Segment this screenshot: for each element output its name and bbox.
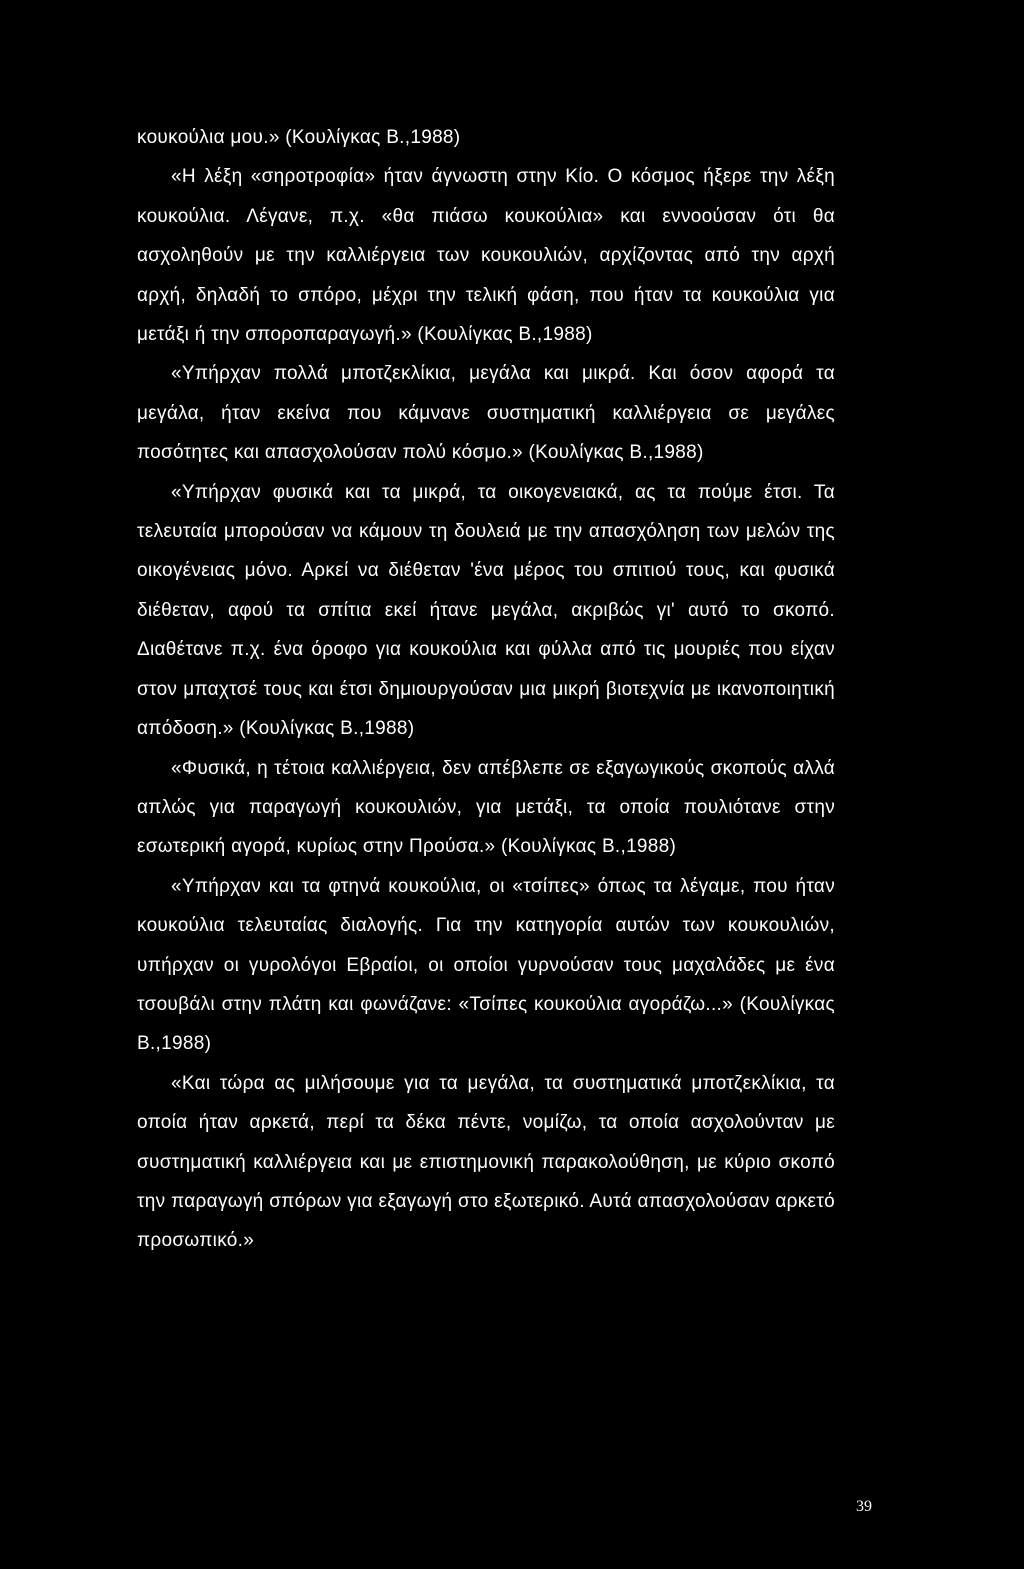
paragraph-continuation: κουκούλια μου.» (Κουλίγκας Β.,1988): [137, 127, 461, 148]
paragraph-quote: «Υπήρχαν και τα φτηνά κουκούλια, οι «τσίπες» όπως τα λέγαμε, που ήταν κουκούλια τελευταίας διαλογής. Για την κατηγορία αυτών των κουκουλιών, υπήρχαν οι γυρολόγοι Εβραίοι, οι οποίοι γυρνούσαν τους μαχαλάδες με ένα τσουβάλι στην πλάτη και φωνάζανε: «Τσίπες κουκούλια αγοράζω...» (Κουλίγκας Β.,1988): [137, 875, 835, 1055]
paragraph-quote: «Και τώρα ας μιλήσουμε για τα μεγάλα, τα συστηματικά μποτζεκλίκια, τα οποία ήταν αρκετά, περί τα δέκα πέντε, νομίζω, τα οποία ασχολούνταν με συστηματική καλλιέργεια και με επιστημονική παρακολούθηση, με κύριο σκοπό την παραγωγή σπόρων για εξαγωγή στο εξωτερικό. Αυτά απασχολούσαν αρκετό προσωπικό.»: [137, 1072, 835, 1252]
body-text: [137, 118, 835, 1261]
paragraph-quote: «Φυσικά, η τέτοια καλλιέργεια, δεν απέβλεπε σε εξαγωγικούς σκοπούς αλλά απλώς για παραγωγή κουκουλιών, για μετάξι, τα οποία πουλιότανε στην εσωτερική αγορά, κυρίως στην Προύσα.» (Κουλίγκας Β.,1988): [137, 757, 835, 858]
page-number: 39: [856, 1498, 872, 1515]
paragraph-quote: «Η λέξη «σηροτροφία» ήταν άγνωστη στην Κίο. Ο κόσμος ήξερε την λέξη κουκούλια. Λέγανε, π.χ. «θα πιάσω κουκούλια» και εννοούσαν ότι θα ασχοληθούν με την καλλιέργεια των κουκουλιών, αρχίζοντας από την αρχή αρχή, δηλαδή το σπόρο, μέχρι την τελική φάση, που ήταν τα κουκούλια για μετάξι ή την σποροπαραγωγή.» (Κουλίγκας Β.,1988): [137, 166, 835, 346]
paragraph-quote: «Υπήρχαν φυσικά και τα μικρά, τα οικογενειακά, ας τα πούμε έτσι. Τα τελευταία μπορούσαν να κάμουν τη δουλειά με την απασχόληση των μελών της οικογένειας μόνο. Αρκεί να διέθεταν 'ένα μέρος του σπιτιού τους, και φυσικά διέθεταν, αφού τα σπίτια εκεί ήτανε μεγάλα, ακριβώς γι' αυτό το σκοπό. Διαθέτανε π.χ. ένα όροφο για κουκούλια και φύλλα από τις μουριές που είχαν στον μπαχτσέ τους και έτσι δημιουργούσαν μια μικρή βιοτεχνία με ικανοποιητική απόδοση.» (Κουλίγκας Β.,1988): [137, 481, 835, 740]
paragraph-quote: «Υπήρχαν πολλά μποτζεκλίκια, μεγάλα και μικρά. Και όσον αφορά τα μεγάλα, ήταν εκείνα που κάμνανε συστηματική καλλιέργεια σε μεγάλες ποσότητες και απασχολούσαν πολύ κόσμο.» (Κουλίγκας Β.,1988): [137, 363, 835, 464]
